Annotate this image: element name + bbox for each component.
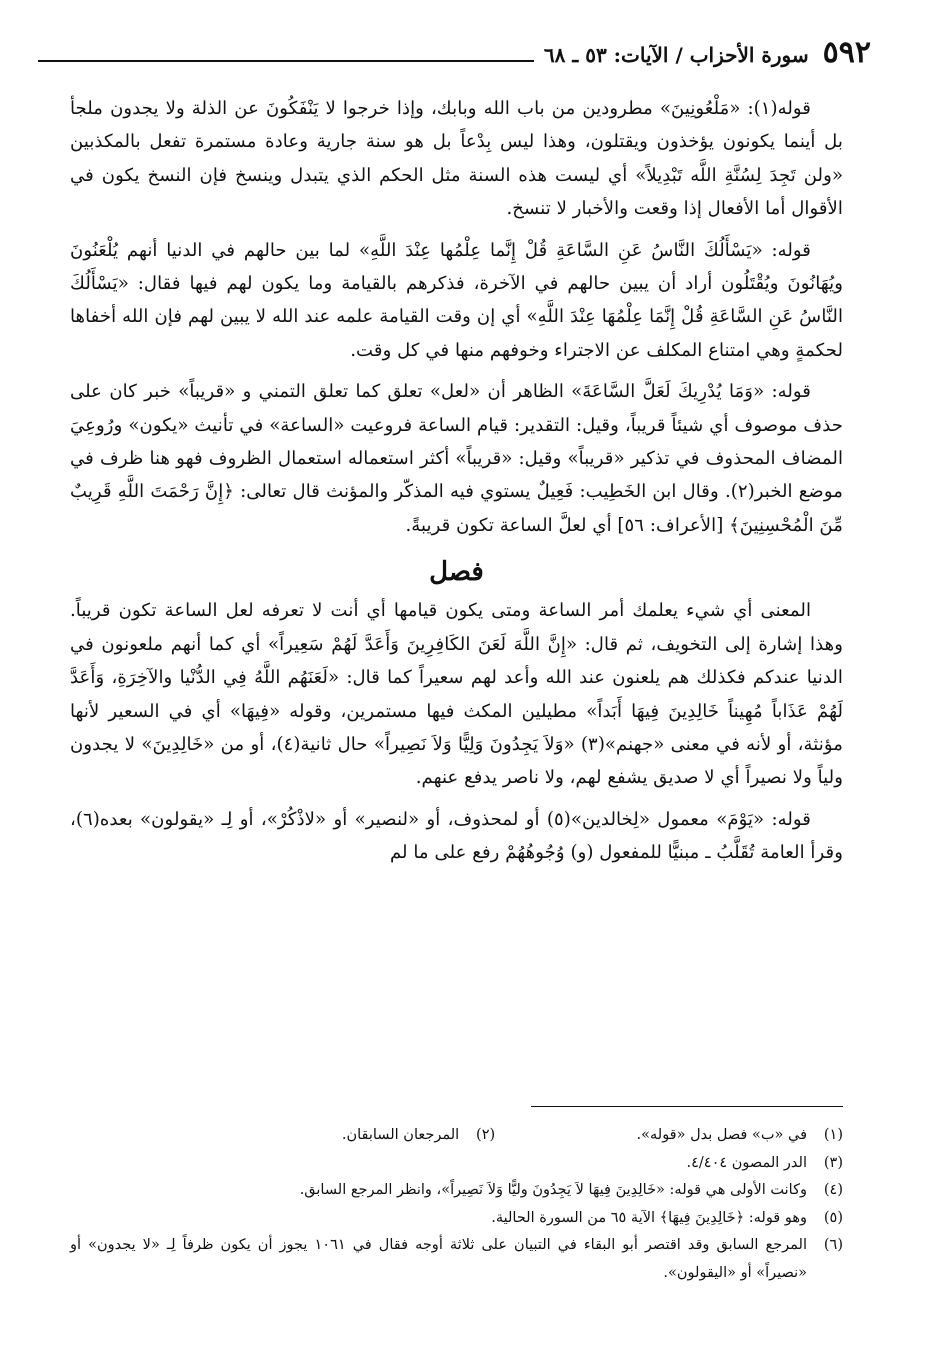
page-body (70, 92, 843, 870)
footnote-number: (١) (823, 1127, 843, 1143)
footnote-text: المرجعان السابقان. (341, 1127, 460, 1143)
footnote-6 (70, 1232, 843, 1287)
surah-title: سورة الأحزاب / الآيات: ٥٣ ـ ٦٨ (543, 43, 809, 67)
footnote-text: الدر المصون ٤/٤٠٤. (686, 1154, 807, 1171)
footnotes (70, 1122, 843, 1287)
footnote-text: وهو قوله: ﴿خَالِدِينَ فِيهَا﴾ الآية ٦٥ من السورة الحالية. (491, 1209, 807, 1226)
section-title: فصل (429, 557, 484, 588)
paragraph-2: قوله: «يَسْأَلُكَ النَّاسُ عَنِ السَّاعَةِ قُلْ إِنَّما عِلْمُها عِنْدَ اللَّهِ» لما بين حالهم في الدنيا أنهم يُلْعَنُونَ ويُهَانُونَ ويُقْتَلُون أراد أن يبين حالهم في الآخرة، فذكرهم بالقيامة وما يكون لهم فيها فقال: «يَسْأَلُكَ النَّاسُ عَنِ السَّاعَةِ قُلْ إِنَّمَا عِلْمُهَا عِنْدَ اللَّهِ» أي إن وقت القيامة علمه عند الله لا يبين لهم فإن الله أخفاها لحكمةٍ وهي امتناع المكلف عن الاجتراء وخوفهم منها في كل وقت. (70, 239, 843, 361)
page-number: ٥٩٢ (822, 35, 871, 70)
header-rule (38, 60, 534, 62)
footnote-number: (٦) (823, 1237, 843, 1253)
footnote-text: وكانت الأولى هي قوله: «خَالِدِينَ فِيهَا لاَ يَجِدُونَ وليًّا وَلاَ نَصِيراً»، وانظر المرجع السابق. (299, 1182, 807, 1198)
footnote-number: (٢) (476, 1127, 496, 1143)
footnote-number: (٣) (823, 1154, 843, 1171)
paragraph-4: المعنى أي شيء يعلمك أمر الساعة ومتى يكون قيامها أي أنت لا تعرفه لعل الساعة تكون قريباً. وهذا إشارة إلى التخويف، ثم قال: «إِنَّ اللَّهَ لَعَنَ الكَافِرِينَ وَأَعَدَّ لَهُمْ سَعِيراً» أي كما أنهم ملعونون في الدنيا عندكم فكذلك هم يلعنون عند الله وأعد لهم سعيراً كما قال: «لَعَنَهُم اللَّهُ فِي الدُّنْيا والآخِرَةِ، وَأَعَدَّ لَهُمْ عَذَاباً مُهِيناً خَالِدِينَ فِيهَا أَبَداً» مطيلين المكث فيها مستمرين، وقوله «فِيهَا» أي في السعير لأنها مؤنثة، أو لأنه في معنى «جهنم»(٣) «وَلاَ يَجِدُونَ وَلِيًّا وَلاَ نَصِيراً» حال ثانية(٤)، أو من «خَالِدِينَ» لا يجدون ولياً ولا نصيراً أي لا صديق يشفع لهم، ولا ناصر يدفع عنهم. (70, 600, 843, 789)
footnote-number: (٥) (823, 1209, 843, 1226)
page-header (38, 28, 871, 70)
footnote-1 (495, 1122, 843, 1150)
paragraph-5: قوله: «يَوْمَ» معمول «لِخالدين»(٥) أو لمحذوف، أو «لنصير» أو «لاذْكُرْ»، أو لِـ «يقولون» بعده(٦)، وقرأ العامة تُقَلَّبُ ـ مبنيًّا للمفعول (و) وُجُوهُهُمْ رفع على ما لم (70, 808, 843, 864)
footnote-5 (70, 1205, 843, 1233)
footnote-2 (342, 1122, 495, 1150)
footnote-number: (٤) (823, 1182, 843, 1198)
footnote-text: المرجع السابق وقد اقتصر أبو البقاء في التبيان على ثلاثة أوجه فقال في ١٠٦١ يجوز أن يكون ظرفاً لِـ «لا يجدون» أو «نصيراً» أو «اليقولون». (70, 1237, 807, 1281)
paragraph-3: قوله: «وَمَا يُدْرِيكَ لَعَلَّ السَّاعَةَ» الظاهر أن «لعل» تعلق كما تعلق التمني و «قريباً» خبر كان على حذف موصوف أي شيئاً قريباً، وقيل: التقدير: قيام الساعة فروعيت «الساعة» في تأنيث «يكون» ورُوعِيَ المضاف المحذوف في تذكير «قريباً» وقيل: «قريباً» أكثر استعماله استعمال الظروف فهو هنا ظرف في موضع الخبر(٢). وقال ابن الخَطِيب: فَعِيلٌ يستوي فيه المذكّر والمؤنث قال تعالى: ﴿إِنَّ رَحْمَتَ اللَّهِ قَرِيبٌ مِّنَ الْمُحْسِنِينَ﴾ [الأعراف: ٥٦] أي لعلَّ الساعة تكون قريبةً. (70, 381, 843, 536)
footnote-3 (70, 1150, 843, 1178)
footnote-4 (70, 1177, 843, 1205)
paragraph-1: قوله(١): «مَلْعُونِينَ» مطرودين من باب الله وبابك، وإذا خرجوا لا يَنْفَكُونَ عن الذلة ولا يجدون ملجأ بل أينما يكونون يؤخذون ويقتلون، وهذا ليس بِدْعاً بل هو سنة جارية وعادة مستمرة تفعل بالمكذبين «ولن تَجِدَ لِسُنَّةِ اللَّه تَبْدِيلاً» أي ليست هذه السنة مثل الحكم الذي يتبدل وينسخ فإن النسخ يكون في الأقوال أما الأفعال إذا وقعت والأخبار لا تنسخ. (70, 98, 843, 220)
footnote-text: في «ب» فصل بدل «قوله». (636, 1127, 807, 1143)
footnote-row (70, 1122, 843, 1150)
footnote-separator (531, 1106, 843, 1107)
